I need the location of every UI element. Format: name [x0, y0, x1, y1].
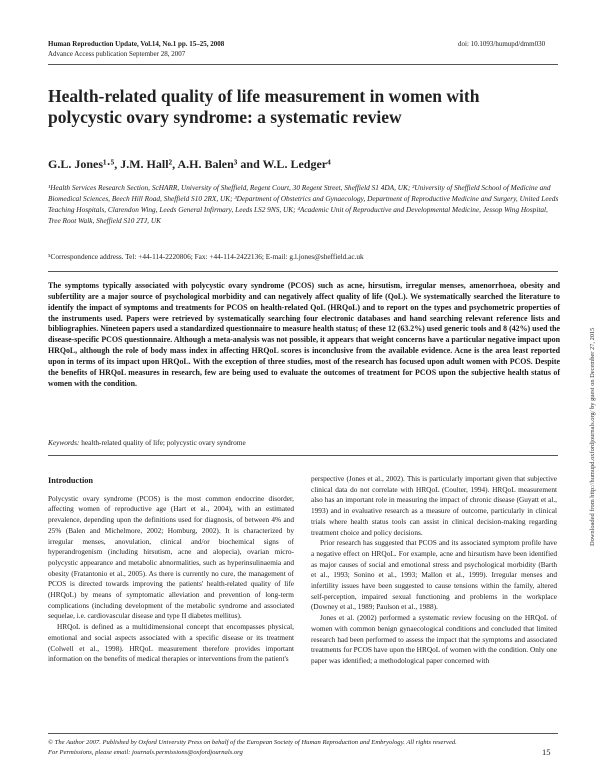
download-watermark [578, 196, 596, 546]
correspondence-address: ⁵Correspondence address. Tel: +44-114-2220806; Fax: +44-114-2422136; E-mail: g.l.jones@sheffield.ac.uk [48, 252, 364, 261]
body-paragraph: Polycystic ovary syndrome (PCOS) is the most common endocrine disorder, affecting women of reproductive age (Hart et al., 2004), with an estimated prevalence, depending upon the definitions used for diagnosis, of between 4% and 25% (Balen and Michelmore, 2002; Homburg, 2002). It is characterized by irregular menses, anovulation, clinical and/or biochemical signs of hyperandrogenism (including hirsutism, acne and alopecia), ovarian micro-polycystic appearance and metabolic abnormalities, such as hyperinsulinaemia and obesity (Fratantonio et al., 2005). As there is currently no cure, the management of PCOS is directed towards improving the patients' health-related quality of life (HRQoL) by means of symptomatic alleviation and prevention of long-term complications (including development of the metabolic syndrome and associated sequelae, i.e. cardiovascular disease and type II diabetes mellitus). [48, 493, 294, 621]
advance-access: Advance Access publication September 28, 2007 [48, 49, 186, 58]
body-paragraph: perspective (Jones et al., 2002). This is particularly important given that subjective clinical data do not correlate with HRQoL (Coulter, 1994). HRQoL measurement also has an important role in measuring the impact of chronic disease (Guyatt et al., 1993) and in evaluative research as a measure of outcome, particularly in clinical trials where health status tools can assist in clinical decision-making regarding treatment choice and policy decisions. [311, 474, 557, 537]
download-watermark-text[interactable]: Downloaded from http://humupd.oxfordjournals.org/ by guest on December 27, 2015 [589, 327, 596, 546]
abstract-bottom-rule [48, 455, 558, 456]
keywords [48, 438, 560, 447]
running-header [48, 40, 224, 59]
page-number: 15 [542, 747, 551, 757]
body-column-left [48, 476, 294, 665]
journal-citation: Human Reproduction Update, Vol.14, No.1 pp. 15–25, 2008 [48, 40, 225, 48]
body-paragraph: Prior research has suggested that PCOS and its associated symptom profile have a negative effect on HRQoL. For example, acne and hirsutism have been identified as major causes of social and emotional stress and psychological morbidity (Barth et al., 1993; Sonino et al., 1993; Mallon et al., 1999). Irregular menses and infertility issues have been suggested to cause tensions within the family, altered self-perception, impaired sexual functioning and problems in the workplace (Downey et al., 1989; Paulson et al., 1988). [311, 538, 557, 612]
copyright-notice: © The Author 2007. Published by Oxford University Press on behalf of the European Society of Human Reproduction and Embryology. All rights reserved. [48, 739, 457, 746]
affiliations: ¹Health Services Research Section, ScHARR, University of Sheffield, Regent Court, 30 Regent Street, Sheffield S1 4DA, UK; ²University of Sheffield School of Medicine and Biomedical Sciences, Beech Hill Road, Sheffield S10 2RX, UK; ³Department of Obstetrics and Gynaecology, Department of Reproductive Medicine and Surgery, United Leeds Teaching Hospitals, Clarendon Wing, Leeds General Infirmary, Leeds LS2 9NS, UK; ⁴Academic Unit of Reproductive and Developmental Medicine, Jessop Wing Hospital, Tree Root Walk, Sheffield S10 2TJ, UK [48, 183, 559, 225]
body-column-right [311, 474, 557, 667]
abstract-top-rule [48, 271, 558, 272]
body-paragraph: Jones et al. (2002) performed a systematic review focusing on the HRQoL of women with common benign gynaecological conditions and concluded that limited research had been performed to assess the impact that the symptoms and associated treatments for PCOS have upon the HRQoL of women with the condition. Only one paper was identified; a methodological paper concerned with [311, 613, 557, 665]
permissions-notice[interactable]: For Permissions, please email: journals.permissions@oxfordjournals.org [48, 748, 243, 756]
keywords-label: Keywords: [48, 438, 80, 447]
author-list: G.L. Jones¹·⁵, J.M. Hall², A.H. Balen³ and W.L. Ledger⁴ [48, 157, 331, 171]
abstract: The symptoms typically associated with polycystic ovary syndrome (PCOS) such as acne, hirsutism, irregular menses, amenorrhoea, obesity and subfertility are a major source of psychological morbidity and can negatively affect quality of life (QoL). We systematically searched the literature to identify the impact of symptoms and treatments for PCOS on health-related QoL (HRQoL) and to report on the types and psychometric properties of the instruments used. Papers were retrieved by systematically searching four electronic databases and hand searching relevant reference lists and bibliographies. Nineteen papers used a standardized questionnaire to measure health status; of these 12 (63.2%) used generic tools and 8 (42%) used the disease-specific PCOS questionnaire. Although a meta-analysis was not possible, it appears that weight concerns have a particular negative impact upon HRQoL, although the role of body mass index in affecting HRQoL scores is inconclusive from the available evidence. Acne is the area least reported upon in terms of its impact upon HRQoL. With the exception of three studies, most of the research has focused upon adult women with PCOS. Despite the benefits of HRQoL measures in research, few are being used to evaluate the outcomes of treatment for PCOS upon the subjective health status of women with the condition. [48, 281, 560, 388]
body-paragraph: HRQoL is defined as a multidimensional concept that encompasses physical, emotional and social aspects associated with a specific disease or its treatment (Colwell et al., 1998). HRQoL measurement therefore provides important information on the benefits of medical therapies or interventions from the patient's [48, 622, 294, 664]
paper-title: Health-related quality of life measurement in women with polycystic ovary syndrome: a systematic review [48, 86, 480, 127]
footer [48, 738, 523, 757]
header-rule [48, 64, 558, 65]
doi-link[interactable]: doi: 10.1093/humupd/dmm030 [458, 40, 546, 48]
section-heading-introduction: Introduction [48, 476, 94, 485]
keywords-text: health-related quality of life; polycystic ovary syndrome [81, 438, 246, 447]
footer-rule [48, 733, 558, 734]
